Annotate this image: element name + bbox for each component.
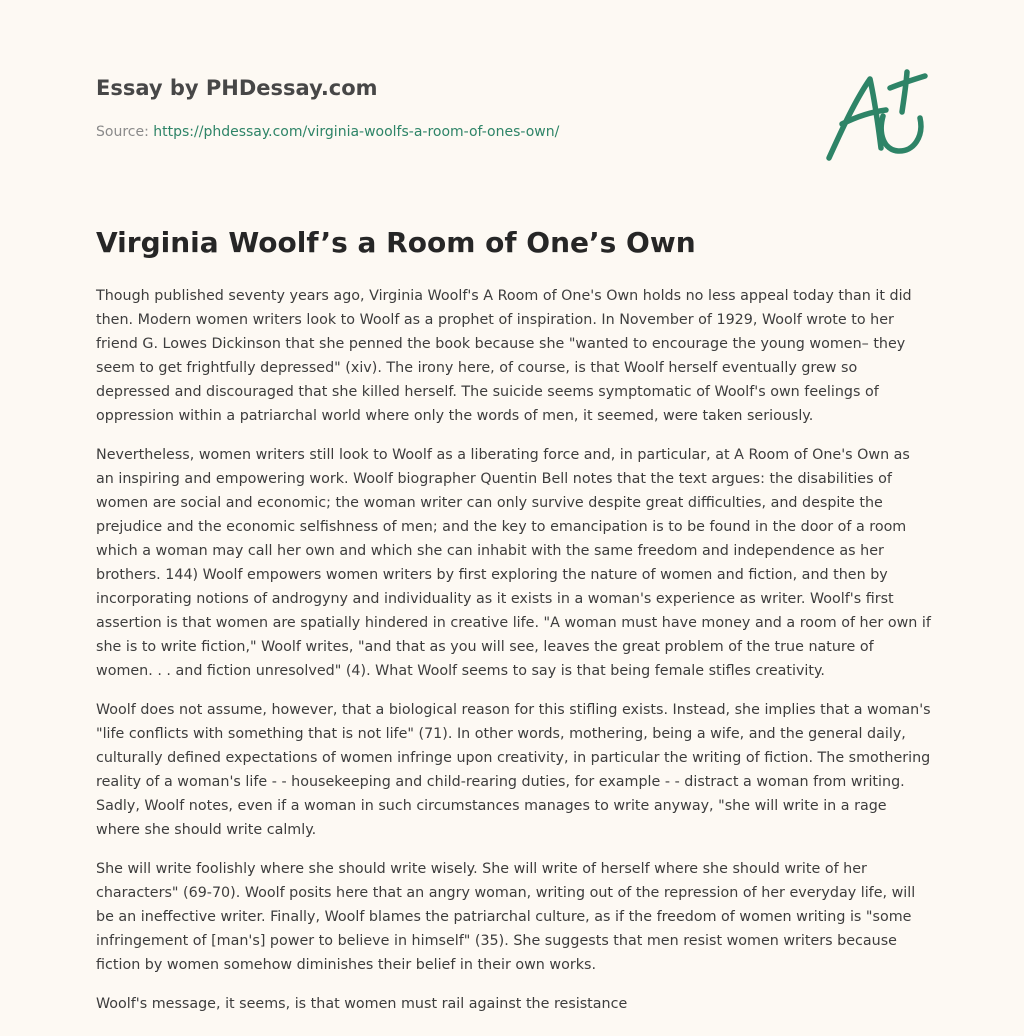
essay-paragraph: Though published seventy years ago, Virginia Woolf's A Room of One's Own holds no less appeal today than it did then. Modern women writers look to Woolf as a prophet of inspiration. In November of 1929, Woolf wrote to her friend G. Lowes Dickinson that she penned the book because she "wanted to encourage the young women– they seem to get frightfully depressed" (xiv). The irony here, of course, is that Woolf herself eventually grew so depressed and discouraged that she killed herself. The suicide seems symptomatic of Woolf's own feelings of oppression within a patriarchal world where only the words of men, it seemed, were taken seriously.: [96, 288, 912, 424]
essay-paragraph: She will write foolishly where she should write wisely. She will write of herself where she should write of her characters" (69-70). Woolf posits here that an angry woman, writing out of the repression of her everyday life, will be an ineffective writer. Finally, Woolf blames the patriarchal culture, as if the freedom of women writing is "some infringement of [man's] power to believe in himself" (35). She suggests that men resist women writers because fiction by women somehow diminishes their belief in their own works.: [96, 861, 916, 973]
essay-paragraph: Nevertheless, women writers still look to Woolf as a liberating force and, in particular, at A Room of One's Own as an inspiring and empowering work. Woolf biographer Quentin Bell notes that the text argues: the disabilities of women are social and economic; the woman writer can only survive despite great difficulties, and despite the prejudice and the economic selfishness of men; and the key to emancipation is to be found in the door of a room which a woman may call her own and which she can inhabit with the same freedom and independence as her brothers. 144) Woolf empowers women writers by first exploring the nature of women and fiction, and then by incorporating notions of androgyny and individuality as it exists in a woman's experience as writer. Woolf's first assertion is that women are spatially hindered in creative life. "A woman must have money and a room of her own if she is to write fiction," Woolf writes, "and that as you will see, leaves the great problem of the true nature of women. . . and fiction unresolved" (4). What Woolf seems to say is that being female stifles creativity.: [96, 447, 931, 679]
source-link[interactable]: https://phdessay.com/virginia-woolfs-a-room-of-ones-own/: [153, 124, 560, 140]
source-line: [96, 124, 559, 140]
essay-body: [96, 284, 932, 1031]
a-plus-grade-logo-icon: [820, 66, 930, 166]
site-credit: Essay by PHDessay.com: [96, 76, 378, 100]
essay-paragraph: Woolf's message, it seems, is that women must rail against the resistance: [96, 996, 628, 1012]
essay-title: Virginia Woolf’s a Room of One’s Own: [96, 226, 696, 259]
source-label: Source:: [96, 124, 149, 140]
essay-paragraph: Woolf does not assume, however, that a biological reason for this stifling exists. Instead, she implies that a woman's "life conflicts with something that is not life" (71). In other words, mothering, being a wife, and the general daily, culturally defined expectations of women infringe upon creativity, in particular the writing of fiction. The smothering reality of a woman's life - - housekeeping and child-rearing duties, for example - - distract a woman from writing. Sadly, Woolf notes, even if a woman in such circumstances manages to write anyway, "she will write in a rage where she should write calmly.: [96, 702, 931, 838]
